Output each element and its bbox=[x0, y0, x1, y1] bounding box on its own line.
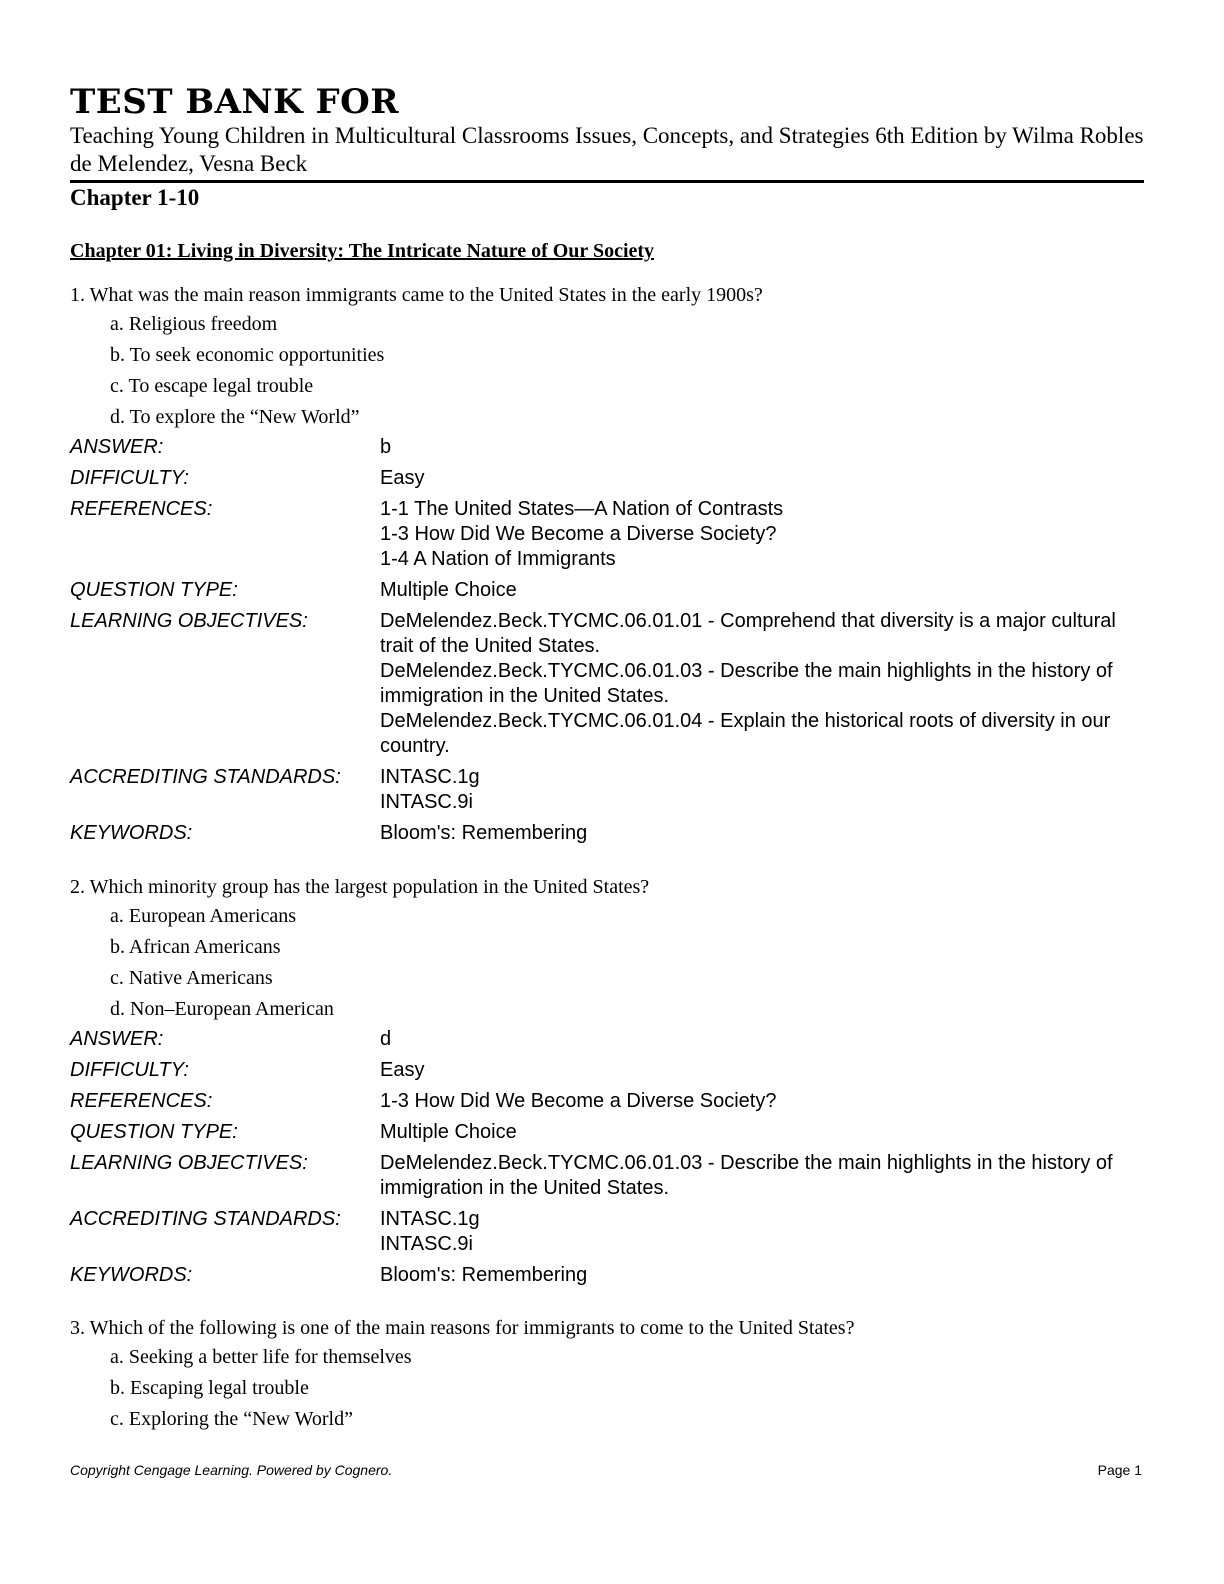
footer-copyright: Copyright Cengage Learning. Powered by Cognero. bbox=[70, 1462, 393, 1478]
question-stem: 3. Which of the following is one of the main reasons for immigrants to come to the United States? bbox=[70, 1317, 855, 1339]
keywords-value: Bloom's: Remembering bbox=[380, 1264, 588, 1286]
reference-item: 1-3 How Did We Become a Diverse Society? bbox=[380, 523, 777, 545]
question-type-label: QUESTION TYPE: bbox=[70, 1121, 238, 1143]
accrediting-standards-label: ACCREDITING STANDARDS: bbox=[70, 766, 341, 788]
learning-objective-item: DeMelendez.Beck.TYCMC.06.01.04 - Explain the historical roots of diversity in our country. bbox=[380, 710, 1111, 757]
answer-option: d. Non–European American bbox=[110, 998, 334, 1020]
book-subtitle: Teaching Young Children in Multicultural Classrooms Issues, Concepts, and Strategies 6th Edition by Wilma Robles de Melendez, Vesna Beck bbox=[70, 123, 1144, 176]
accrediting-standards-value bbox=[380, 1207, 1144, 1257]
question-stem: 2. Which minority group has the largest population in the United States? bbox=[70, 876, 650, 898]
references-label: REFERENCES: bbox=[70, 1090, 213, 1112]
question-metadata bbox=[70, 1027, 1144, 1288]
difficulty-label: DIFFICULTY: bbox=[70, 467, 189, 489]
answer-option: d. To explore the “New World” bbox=[110, 406, 360, 428]
difficulty-value: Easy bbox=[380, 467, 425, 489]
difficulty-label: DIFFICULTY: bbox=[70, 1059, 189, 1081]
answer-label: ANSWER: bbox=[70, 1028, 164, 1050]
answer-option: a. European Americans bbox=[110, 905, 297, 927]
accrediting-standards-value bbox=[380, 765, 1144, 815]
learning-objectives-label: LEARNING OBJECTIVES: bbox=[70, 610, 308, 632]
references-value bbox=[380, 497, 1144, 572]
learning-objectives-label: LEARNING OBJECTIVES: bbox=[70, 1152, 308, 1174]
answer-option: a. Religious freedom bbox=[110, 313, 278, 335]
learning-objective-item: DeMelendez.Beck.TYCMC.06.01.03 - Describe the main highlights in the history of immigration in the United States. bbox=[380, 1152, 1113, 1199]
standard-item: INTASC.9i bbox=[380, 1233, 473, 1255]
learning-objective-item: DeMelendez.Beck.TYCMC.06.01.03 - Describe the main highlights in the history of immigration in the United States. bbox=[380, 660, 1113, 707]
question-2 bbox=[70, 873, 1144, 1288]
references-label: REFERENCES: bbox=[70, 498, 213, 520]
question-type-value: Multiple Choice bbox=[380, 1121, 517, 1143]
answer-option: b. To seek economic opportunities bbox=[110, 344, 385, 366]
standard-item: INTASC.1g bbox=[380, 1208, 480, 1230]
standard-item: INTASC.1g bbox=[380, 766, 480, 788]
answer-value: d bbox=[380, 1028, 392, 1050]
answer-option: c. To escape legal trouble bbox=[110, 375, 314, 397]
answer-option: b. African Americans bbox=[110, 936, 281, 958]
question-stem: 1. What was the main reason immigrants came to the United States in the early 1900s? bbox=[70, 284, 763, 306]
chapter-range: Chapter 1-10 bbox=[70, 185, 200, 210]
question-metadata bbox=[70, 435, 1144, 846]
answer-label: ANSWER: bbox=[70, 436, 164, 458]
accrediting-standards-label: ACCREDITING STANDARDS: bbox=[70, 1208, 341, 1230]
answer-option: c. Native Americans bbox=[110, 967, 273, 989]
references-value bbox=[380, 1089, 1144, 1114]
learning-objectives-value bbox=[380, 609, 1144, 759]
keywords-label: KEYWORDS: bbox=[70, 1264, 193, 1286]
answer-value: b bbox=[380, 436, 392, 458]
learning-objective-item: DeMelendez.Beck.TYCMC.06.01.01 - Comprehend that diversity is a major cultural trait of the United States. bbox=[380, 610, 1116, 657]
reference-item: 1-1 The United States—A Nation of Contrasts bbox=[380, 498, 784, 520]
standard-item: INTASC.9i bbox=[380, 791, 473, 813]
keywords-label: KEYWORDS: bbox=[70, 822, 193, 844]
difficulty-value: Easy bbox=[380, 1059, 425, 1081]
question-3 bbox=[70, 1314, 1144, 1435]
question-type-value: Multiple Choice bbox=[380, 579, 517, 601]
reference-item: 1-3 How Did We Become a Diverse Society? bbox=[380, 1090, 777, 1112]
answer-option: a. Seeking a better life for themselves bbox=[110, 1346, 412, 1368]
chapter-heading: Chapter 01: Living in Diversity: The Intricate Nature of Our Society bbox=[70, 240, 655, 262]
question-type-label: QUESTION TYPE: bbox=[70, 579, 238, 601]
answer-option: c. Exploring the “New World” bbox=[110, 1408, 353, 1430]
question-1 bbox=[70, 281, 1144, 846]
reference-item: 1-4 A Nation of Immigrants bbox=[380, 548, 616, 570]
learning-objectives-value bbox=[380, 1151, 1144, 1201]
answer-option: b. Escaping legal trouble bbox=[110, 1377, 309, 1399]
header-divider bbox=[70, 180, 1144, 183]
footer-page-number: Page 1 bbox=[1097, 1462, 1142, 1478]
page-title: TEST BANK FOR bbox=[70, 82, 400, 122]
keywords-value: Bloom's: Remembering bbox=[380, 822, 588, 844]
